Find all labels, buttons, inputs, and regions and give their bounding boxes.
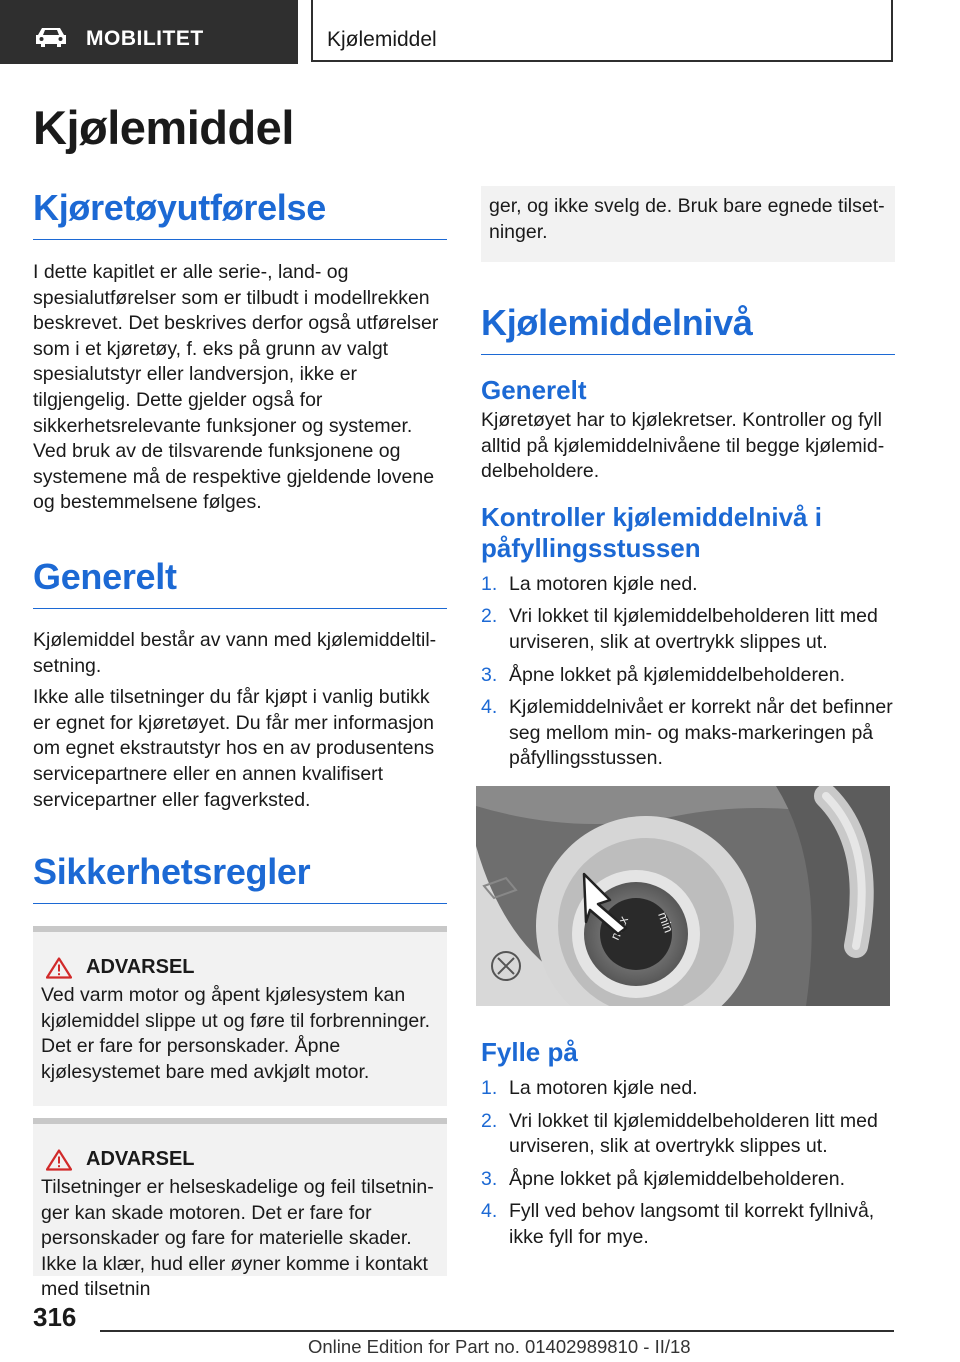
fill-steps-list bbox=[481, 1076, 895, 1251]
step-item bbox=[481, 1199, 895, 1250]
step-number: 3. bbox=[481, 663, 498, 686]
footer-divider bbox=[100, 1330, 894, 1332]
warning-label: ADVARSEL bbox=[86, 1148, 195, 1171]
step-number: 1. bbox=[481, 1077, 498, 1099]
step-item bbox=[481, 695, 895, 772]
subsection-title-general: Generelt bbox=[481, 375, 587, 405]
page-number: 316 bbox=[33, 1302, 77, 1332]
step-number: 2. bbox=[481, 1109, 498, 1132]
subsection-title-check-level: Kontroller kjølemiddelnivå i påfyllingsstussen bbox=[481, 501, 822, 563]
section-title-general: Generelt bbox=[33, 556, 447, 609]
section-tab bbox=[0, 0, 298, 64]
left-column bbox=[33, 187, 447, 1301]
step-number: 1. bbox=[481, 572, 498, 595]
right-column-top bbox=[481, 302, 895, 779]
subsection-title-refill: Fylle på bbox=[481, 1037, 578, 1067]
step-item bbox=[481, 572, 895, 598]
warning-triangle-icon bbox=[46, 957, 72, 979]
check-steps-list bbox=[481, 572, 895, 772]
step-text: Vri lokket til kjølemiddelbeholderen litt med urviseren, slik at overtrykk slippes ut. bbox=[509, 1109, 878, 1158]
step-text: Åpne lokket på kjølemiddelbeholderen. bbox=[509, 663, 846, 686]
step-number: 2. bbox=[481, 605, 498, 628]
warning-box-2-continued bbox=[481, 186, 895, 262]
section-title-safety: Sikkerhetsregler bbox=[33, 851, 447, 904]
step-text: Vri lokket til kjølemiddelbeholderen litt med urviseren, slik at overtrykk slippes ut. bbox=[509, 605, 878, 653]
warning-box-2 bbox=[33, 1118, 447, 1301]
section-label: MOBILITET bbox=[86, 27, 204, 50]
step-item bbox=[481, 604, 895, 655]
coolant-filler-photo bbox=[476, 786, 890, 1006]
warning-text: Tilsetninger er helseskadelige og feil tilsetninger kan skade motoren. Det er fare for personskader og fare for materielle skader. Ikke la klær, hud eller øyner komme i kontakt med tilsetnin bbox=[41, 1176, 434, 1301]
step-number: 4. bbox=[481, 696, 498, 719]
section-title-coolant-level: Kjølemiddelnivå bbox=[481, 302, 895, 355]
step-number: 3. bbox=[481, 1167, 498, 1190]
vehicle-design-text: I dette kapitlet er alle serie-, land- og spesialutførelser som er tilbudt i modellrekken beskrevet. Det beskrives derfor også utførelser som i et kjøretøy, f. eks på grunn av valgt spesialutstyr eller landversjon, ikke er tilgjengelig. Dette gjelder også for sikkerhetsrelevante funksjoner og systemer. Ved bruk av de tilsvarende funksjonene og systemene må de respektive gjeldende lovene og bestemmelsene følges. bbox=[33, 261, 439, 514]
section-title-vehicle-design: Kjøretøyutførelse bbox=[33, 187, 447, 240]
step-item bbox=[481, 663, 895, 689]
topic-tab bbox=[311, 0, 893, 62]
photo-min-mark: min bbox=[655, 909, 677, 935]
warning-box-1 bbox=[33, 926, 447, 1106]
step-text: Åpne lokket på kjølemiddelbeholderen. bbox=[509, 1167, 846, 1190]
coolant-general-text: Kjøretøyet har to kjølekretser. Kontroller og fyll alltid på kjølemiddelnivåene til begge kjølemiddelbeholdere. bbox=[481, 409, 885, 483]
step-text: Kjølemiddelnivået er korrekt når det befinner seg mellom min- og maks-markeringen på påfyllingsstussen. bbox=[509, 696, 893, 770]
topic-label: Kjølemiddel bbox=[327, 28, 437, 51]
page-title: Kjølemiddel bbox=[33, 101, 294, 154]
general-text-2: Ikke alle tilsetninger du får kjøpt i vanlig butikk er egnet for kjøretøyet. Du får mer informasjon om egnet ekstrautstyr hos en av produsentens servicepartnere eller en annen kvalifisert servicepartner eller fagverksted. bbox=[33, 686, 435, 811]
step-text: Fyll ved behov langsomt til korrekt fyllnivå, ikke fyll for mye. bbox=[509, 1200, 875, 1248]
warning-triangle-icon bbox=[46, 1149, 72, 1171]
warning-label: ADVARSEL bbox=[86, 956, 195, 979]
warning-text-continued: ger, og ikke svelg de. Bruk bare egnede tilsetninger. bbox=[489, 195, 885, 243]
step-text: La motoren kjøle ned. bbox=[509, 572, 698, 595]
warning-text: Ved varm motor og åpent kjølesystem kan kjølemiddel slippe ut og føre til forbrenninger. Det er fare for personskader. Åpne kjølesystemet bare med avkjølt motor. bbox=[41, 984, 431, 1083]
car-icon bbox=[34, 26, 68, 48]
step-item bbox=[481, 1076, 895, 1102]
step-item bbox=[481, 1167, 895, 1193]
step-text: La motoren kjøle ned. bbox=[509, 1077, 698, 1099]
general-text-1: Kjølemiddel består av vann med kjølemiddeltilsetning. bbox=[33, 628, 437, 677]
right-column-bottom bbox=[481, 1037, 895, 1258]
step-item bbox=[481, 1109, 895, 1160]
step-number: 4. bbox=[481, 1200, 498, 1223]
footer-edition: Online Edition for Part no. 01402989810 - II/18 bbox=[308, 1336, 691, 1357]
